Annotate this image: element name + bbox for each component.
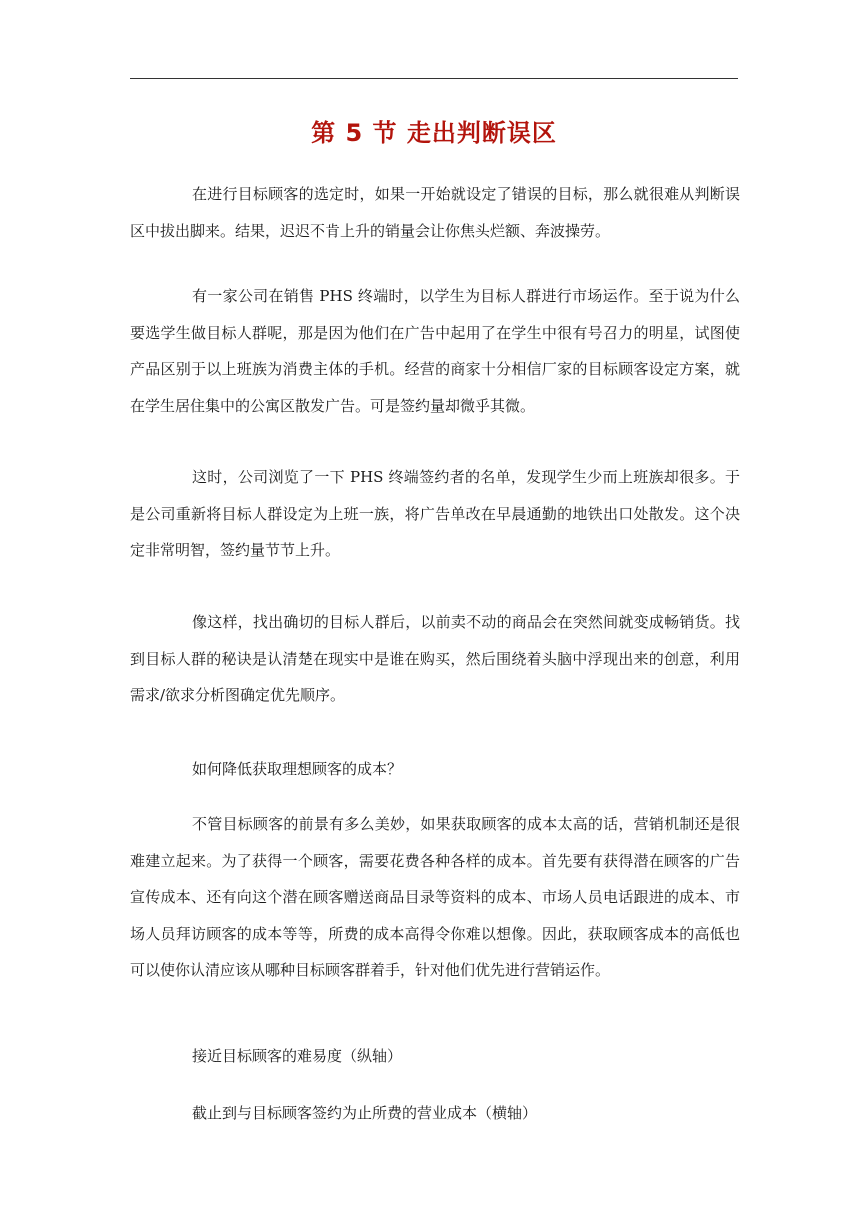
paragraph-5: 不管目标顾客的前景有多么美妙，如果获取顾客的成本太高的话，营销机制还是很难建立起来。为了获得一个顾客，需要花费各种各样的成本。首先要有获得潜在顾客的广告宣传成本、还有向这个潜在顾客赠送商品目录等资料的成本、市场人员电话跟进的成本、市场人员拜访顾客的成本等等，所费的成本高得令你难以想像。因此，获取顾客成本的高低也可以使你认清应该从哪种目标顾客群着手，针对他们优先进行营销运作。	[130, 815, 740, 979]
axis-note-horizontal: 截止到与目标顾客签约为止所费的营业成本（横轴）	[192, 1104, 538, 1122]
paragraph-4: 像这样，找出确切的目标人群后，以前卖不动的商品会在突然间就变成畅销货。找到目标人群的秘诀是认清楚在现实中是谁在购买，然后围绕着头脑中浮现出来的创意，利用需求/欲求分析图确定优先顺序。	[130, 613, 740, 704]
header-rule	[130, 78, 738, 79]
section-title: 第 5 节 走出判断误区	[311, 119, 557, 147]
axis-note-vertical: 接近目标顾客的难易度（纵轴）	[192, 1047, 403, 1065]
paragraph-2: 有一家公司在销售 PHS 终端时，以学生为目标人群进行市场运作。至于说为什么要选学生做目标人群呢，那是因为他们在广告中起用了在学生中很有号召力的明星，试图使产品区别于以上班族为消费主体的手机。经营的商家十分相信厂家的目标顾客设定方案，就在学生居住集中的公寓区散发广告。可是签约量却微乎其微。	[130, 287, 740, 415]
paragraph-3: 这时，公司浏览了一下 PHS 终端签约者的名单，发现学生少而上班族却很多。于是公司重新将目标人群设定为上班一族，将广告单改在早晨通勤的地铁出口处散发。这个决定非常明智，签约量节节上升。	[130, 468, 740, 559]
subheading-question: 如何降低获取理想顾客的成本？	[192, 760, 403, 778]
paragraph-1: 在进行目标顾客的选定时，如果一开始就设定了错误的目标，那么就很难从判断误区中拔出脚来。结果，迟迟不肯上升的销量会让你焦头烂额、奔波操劳。	[130, 185, 740, 240]
